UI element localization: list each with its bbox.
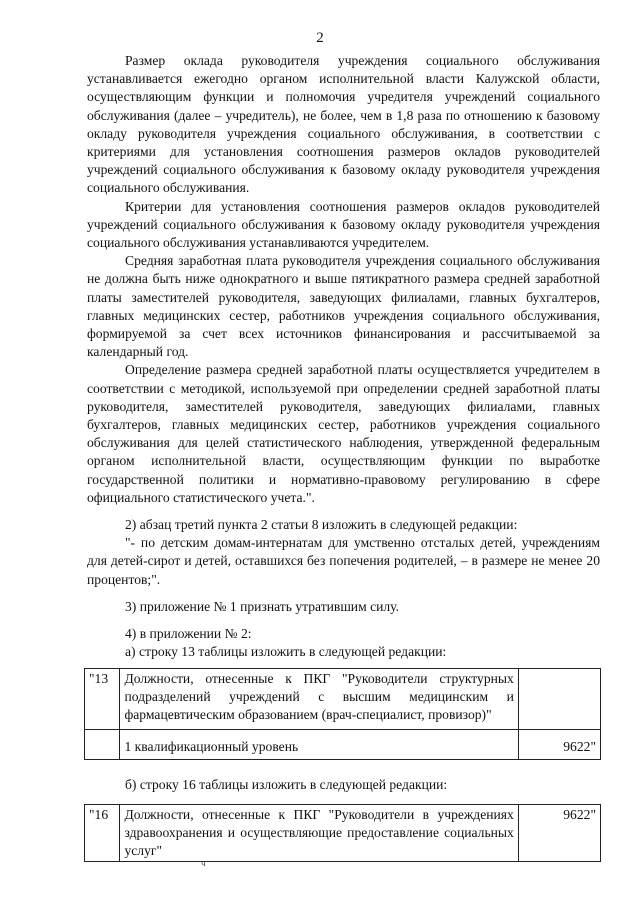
page-number: 2 [316, 30, 324, 46]
table-row [85, 804, 601, 862]
table-cell-position: Должности, отнесенные к ПКГ "Руководители структурных подразделений учреждений с высшим медицинским и фармацевтическим образованием (врач-специалист, провизор)" [120, 668, 518, 729]
table-cell-value [518, 668, 600, 729]
paragraph-item-2-quote: "- по детским домам-интернатам для умственно отсталых детей, учреждениям для детей-сирот и детей, оставшихся без попечения родителей, – в размере не менее 20 процентов;". [87, 535, 600, 587]
table-row-16 [84, 804, 601, 863]
table-cell-number: "16 [85, 804, 120, 862]
document-body [87, 52, 600, 862]
table-cell-value: 9622" [518, 804, 600, 862]
table-cell-position: 1 квалификационный уровень [120, 729, 518, 759]
table-cell-number [85, 729, 120, 759]
paragraph-salary-determination: Определение размера средней заработной платы осуществляется учредителем в соответствии с методикой, используемой при определении средней заработной платы руководителя, заместителей руководителя, заведующих филиалами, главных бухгалтеров, главных медицинских сестер, работников учреждения социального обслуживания для целей статистического наблюдения, утвержденной федеральным органом исполнительной власти, осуществляющим функции по выработке государственной политики и нормативно-правовому регулированию в сфере официального статистического учета.". [87, 362, 600, 505]
table-cell-value: 9622" [518, 729, 600, 759]
paragraph-item-4a: а) строку 13 таблицы изложить в следующей редакции: [125, 644, 447, 660]
table-cell-position: Должности, отнесенные к ПКГ "Руководители в учреждениях здравоохранения и осуществляющие предоставление социальных услуг" [120, 804, 518, 862]
paragraph-average-salary: Средняя заработная плата руководителя учреждения социального обслуживания не должна быть ниже однократного и выше пятикратного размера средней заработной платы заместителей руководителя, заведующих филиалами, главных бухгалтеров, главных медицинских сестер, работников учреждения социального обслуживания, формируемой за счет всех источников финансирования и рассчитываемой за календарный год. [87, 253, 600, 360]
paragraph-item-4: 4) в приложении № 2: [125, 626, 252, 642]
table-row [85, 729, 601, 759]
table-row [85, 668, 601, 729]
paragraph-criteria: Критерии для установления соотношения размеров окладов руководителей учреждений социального обслуживания к базовому окладу руководителя учреждения социального обслуживания устанавливаются учредителем. [87, 198, 600, 251]
paragraph-item-2: 2) абзац третий пункта 2 статьи 8 изложить в следующей редакции: [125, 517, 518, 533]
paragraph-item-3: 3) приложение № 1 признать утратившим силу. [125, 598, 399, 614]
table-cell-number: "13 [85, 668, 120, 729]
paragraph-item-4b: б) строку 16 таблицы изложить в следующей редакции: [125, 776, 448, 792]
footer-mark: ч [201, 858, 206, 868]
paragraph-director-salary: Размер оклада руководителя учреждения социального обслуживания устанавливается ежегодно органом исполнительной власти Калужской области, осуществляющим функции и полномочия учредителя учреждений социального обслуживания (далее – учредитель), не более, чем в 1,8 раза по отношению к базовому окладу руководителя учреждения социального обслуживания, в соответствии с критериями для установления соотношения размеров окладов руководителей учреждений социального обслуживания к базовому окладу руководителя учреждения социального обслуживания. [87, 53, 600, 196]
table-row-13 [84, 668, 601, 760]
